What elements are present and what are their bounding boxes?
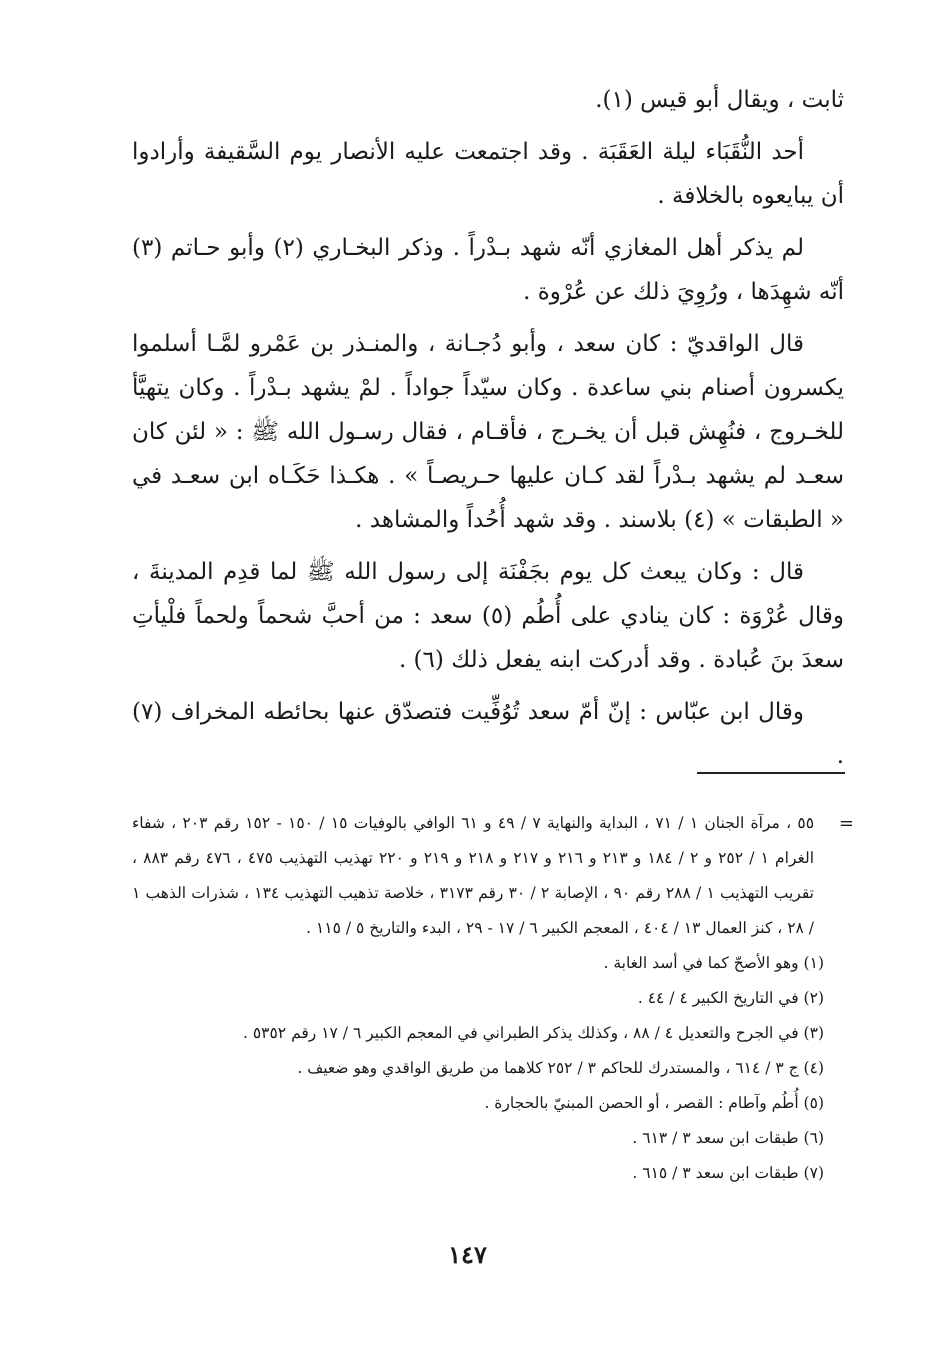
- main-text: [132, 78, 844, 786]
- footnote-4: (٤) ج ٣ / ٦١٤ ، والمستدرك للحاكم ٣ / ٢٥٢ كلاهما من طريق الواقدي وهو ضعيف .: [297, 1059, 824, 1077]
- paragraph-3: لم يذكر أهل المغازي أنّه شهد بـدْراً . وذكر البخـاري (٢) وأبو حـاتم (٣) أنّه شهِدَها ، ورُوِيَ ذلك عن عُرْوة .: [132, 235, 844, 305]
- footnote-1: (١) وهو الأصحّ كما في أسد الغابة .: [603, 954, 824, 972]
- footnote-2: (٢) في التاريخ الكبير ٤ / ٤٤ .: [637, 989, 824, 1007]
- footnote-3: (٣) في الجرح والتعديل ٤ / ٨٨ ، وكذلك يذكر الطبراني في المعجم الكبير ٦ / ١٧ رقم ٥٣٥٢ .: [242, 1024, 824, 1042]
- footnote-7: (٧) طبقات ابن سعد ٣ / ٦١٥ .: [632, 1164, 824, 1182]
- page-number: ١٤٧: [448, 1240, 487, 1269]
- footnote-6: (٦) طبقات ابن سعد ٣ / ٦١٣ .: [632, 1129, 824, 1147]
- paragraph-2: أحد النُّقَبَاء ليلة العَقَبَة . وقد اجتمعت عليه الأنصار يوم السَّقيفة وأرادوا أن يبايعوه بالخلافة .: [132, 139, 844, 209]
- footnote-continued-text: ٥٥ ، مرآة الجنان ١ / ٧١ ، البداية والنهاية ٧ / ٤٩ و ٦١ الوافي بالوفيات ١٥ / ١٥٠ - ١٥٢ رقم ٢٠٣ ، شفاء الغرام ١ / ٢٥٢ و ٢ / ١٨٤ و ٢١٣ و ٢١٦ و ٢١٧ و ٢١٨ و ٢١٩ و ٢٢٠ تهذيب التهذيب ٤٧٥ ، ٤٧٦ رقم ٨٨٣ ، تقريب التهذيب ١ / ٢٨٨ رقم ٩٠ ، الإصابة ٢ / ٣٠ رقم ٣١٧٣ ، خلاصة تذهيب التهذيب ١٣٤ ، شذرات الذهب ١ / ٢٨ ، كنز العمال ١٣ / ٤٠٤ ، المعجم الكبير ٦ / ١٧ - ٢٩ ، البدء والتاريخ ٥ / ١١٥ .: [132, 814, 815, 937]
- footnote-continued: [132, 806, 854, 946]
- continued-marker: =: [838, 813, 854, 834]
- paragraph-6: وقال ابن عبّاس : إنّ أمّ سعد تُوُفِّيت فتصدّق عنها بحائطه المخراف (٧) .: [132, 699, 844, 769]
- paragraph-5: قال : وكان يبعث كل يوم بجَفْنَة إلى رسول الله ﷺ لما قدِم المدينةَ ، وقال عُرْوَة : كان ينادي على أُطُم (٥) سعد : من أحبَّ شحماً ولحماً فلْيأتِ سعدَ بنَ عُبادة . وقد أدركت ابنه يفعل ذلك (٦) .: [132, 559, 844, 673]
- footnotes: [132, 806, 854, 1191]
- paragraph-4: قال الواقديّ : كان سعد ، وأبو دُجـانة ، والمنـذر بن عَمْرو لمَّـا أسلموا يكسرون أصنام بني ساعدة . وكان سيّداً جواداً . لمْ يشهد بـدْراً . وكان يتهيَّأ للخـروج ، فنُهِش قبل أن يخـرج ، فأقـام ، فقال رسـول الله ﷺ : « لئن كان سعـد لم يشهد بـدْراً لقد كـان عليها حـريصـاً » . هكـذا حَكَـاه ابن سعـد في « الطبقات » (٤) بلاسند . وقد شهد أُحُداً والمشاهد .: [132, 331, 844, 533]
- footnote-5: (٥) أُطُم وآطام : القصر ، أو الحصن المبنيّ بالحجارة .: [484, 1094, 824, 1112]
- footnote-separator: [697, 772, 845, 774]
- paragraph-1: ثابت ، ويقال أبو قيس (١).: [595, 87, 844, 113]
